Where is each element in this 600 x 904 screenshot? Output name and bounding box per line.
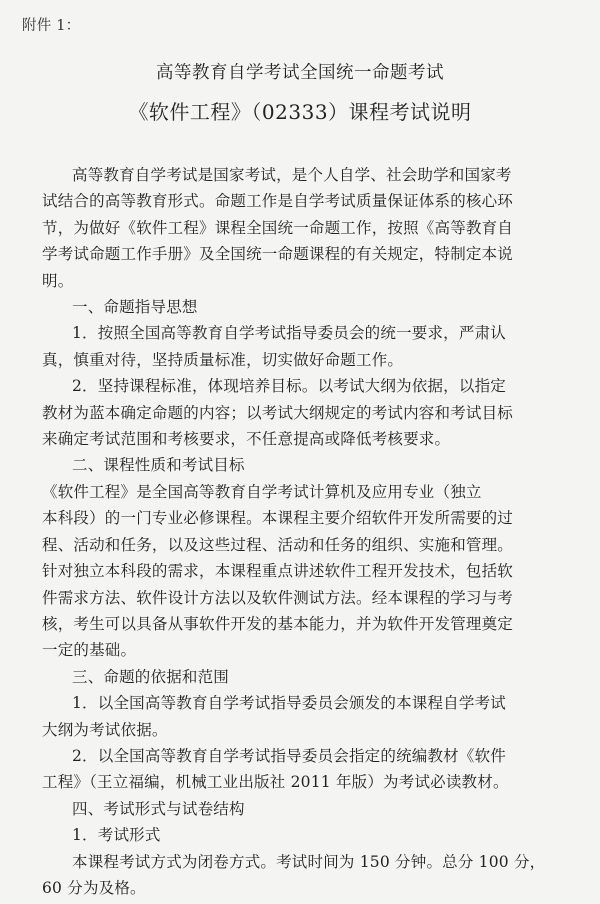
paragraph-line: 本科段）的一门专业必修课程。本课程主要介绍软件开发所需要的过 <box>42 509 514 527</box>
attachment-label: 附件 1： <box>22 18 81 34</box>
paragraph-line: 教材为蓝本确定命题的内容；以考试大纲规定的考试内容和考试目标 <box>42 404 514 422</box>
paragraph-line: 件需求方法、软件设计方法以及软件测试方法。经本课程的学习与考 <box>42 589 514 607</box>
section-heading: 一、命题指导思想 <box>72 298 198 316</box>
paragraph-line: 核，考生可以具备从事软件开发的基本能力，并为软件开发管理奠定 <box>42 615 514 633</box>
paragraph-line: 1．以全国高等教育自学考试指导委员会颁发的本课程自学考试 <box>72 694 506 712</box>
paragraph-line: 高等教育自学考试是国家考试，是个人自学、社会助学和国家考 <box>72 166 512 184</box>
section-heading: 三、命题的依据和范围 <box>72 668 230 686</box>
paragraph-line: 一定的基础。 <box>42 641 137 659</box>
paragraph-line: 试结合的高等教育形式。命题工作是自学考试质量保证体系的核心环 <box>42 192 514 210</box>
paragraph-line: 60 分为及格。 <box>42 879 146 897</box>
section-heading: 二、课程性质和考试目标 <box>72 456 245 474</box>
paragraph-line: 针对独立本科段的需求，本课程重点讲述软件工程开发技术，包括软 <box>42 562 514 580</box>
paragraph-line: 明。 <box>42 272 74 290</box>
paragraph-line: 工程》（王立福编，机械工业出版社 2011 年版）为考试必读教材。 <box>42 773 509 791</box>
paragraph-line: 节，为做好《软件工程》课程全国统一命题工作，按照《高等教育自 <box>42 219 514 237</box>
paragraph-line: 《软件工程》是全国高等教育自学考试计算机及应用专业（独立 <box>42 483 482 501</box>
paragraph-line: 来确定考试范围和考核要求，不任意提高或降低考核要求。 <box>42 430 451 448</box>
paragraph-line: 真，慎重对待，坚持质量标准，切实做好命题工作。 <box>42 351 404 369</box>
paragraph-line: 2．坚持课程标准，体现培养目标。以考试大纲为依据，以指定 <box>72 377 506 395</box>
paragraph-line: 程、活动和任务，以及这些过程、活动和任务的组织、实施和管理。 <box>42 536 514 554</box>
paragraph-line: 2．以全国高等教育自学考试指导委员会指定的统编教材《软件 <box>72 747 506 765</box>
paragraph-line: 1．考试形式 <box>72 826 161 844</box>
paragraph-line: 本课程考试方式为闭卷方式。考试时间为 150 分钟。总分 100 分， <box>72 853 546 871</box>
paragraph-line: 大纲为考试依据。 <box>42 721 168 739</box>
paragraph-line: 1．按照全国高等教育自学考试指导委员会的统一要求，严肃认 <box>72 324 506 342</box>
paragraph-line: 学考试命题工作手册》及全国统一命题课程的有关规定，特制定本说 <box>42 245 514 263</box>
exam-title: 高等教育自学考试全国统一命题考试 <box>156 63 444 83</box>
course-title: 《软件工程》（02333）课程考试说明 <box>128 100 472 124</box>
section-heading: 四、考试形式与试卷结构 <box>72 800 245 818</box>
